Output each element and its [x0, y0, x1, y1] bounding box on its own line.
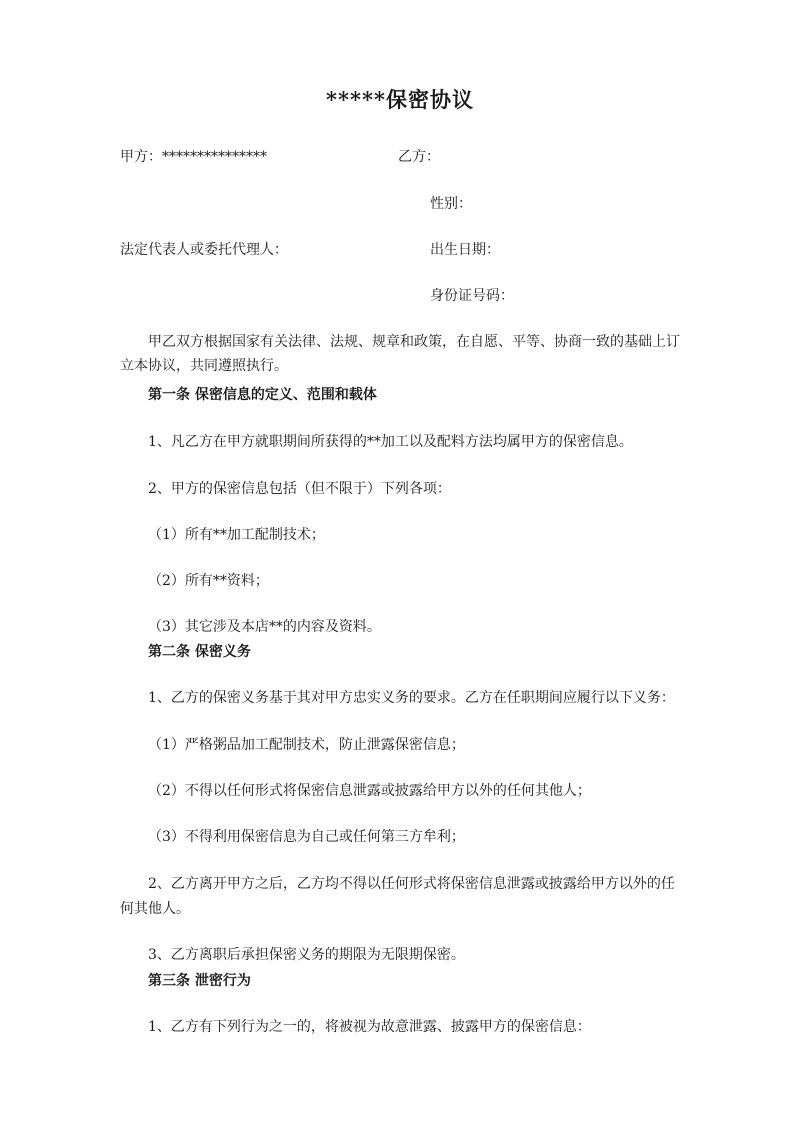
article-2-heading: 第二条 保密义务: [148, 644, 251, 660]
article-1-item-1: （1）所有**加工配制技术；: [148, 527, 325, 543]
article-3-heading: 第三条 泄密行为: [148, 973, 251, 989]
article-1-para-2: 2、甲方的保密信息包括（但不限于）下列各项：: [148, 481, 451, 497]
gender-line: 性别：: [430, 196, 472, 212]
party-b-line: 乙方：: [398, 149, 440, 165]
intro-line-1: 甲乙双方根据国家有关法律、法规、规章和政策，在自愿、平等、协商一致的基础上订: [148, 334, 680, 350]
article-3-para-1: 1、乙方有下列行为之一的，将被视为故意泄露、披露甲方的保密信息：: [148, 1019, 591, 1035]
article-2-para-2-line-1: 2、乙方离开甲方之后，乙方均不得以任何形式将保密信息泄露或披露给甲方以外的任: [148, 876, 675, 892]
document-title: *****保密协议: [326, 87, 474, 112]
id-number-line: 身份证号码：: [430, 288, 514, 304]
article-2-para-2-line-2: 何其他人。: [120, 901, 190, 917]
birth-date-line: 出生日期：: [430, 242, 500, 258]
article-2-item-2: （2）不得以任何形式将保密信息泄露或披露给甲方以外的任何其他人；: [148, 783, 591, 799]
article-1-item-2: （2）所有**资料；: [148, 573, 269, 589]
article-2-item-3: （3）不得利用保密信息为自己或任何第三方牟利；: [148, 829, 465, 845]
article-2-para-3: 3、乙方离职后承担保密义务的期限为无限期保密。: [148, 947, 465, 963]
article-1-heading: 第一条 保密信息的定义、范围和载体: [148, 387, 377, 403]
article-1-para-1: 1、凡乙方在甲方就职期间所获得的**加工以及配料方法均属甲方的保密信息。: [148, 434, 633, 450]
legal-rep-line: 法定代表人或委托代理人：: [120, 242, 288, 258]
article-2-para-1: 1、乙方的保密义务基于其对甲方忠实义务的要求。乙方在任职期间应履行以下义务：: [148, 690, 675, 706]
party-a-line: 甲方：***************: [120, 149, 267, 165]
article-1-item-3: （3）其它涉及本店**的内容及资料。: [148, 619, 381, 635]
intro-line-2: 立本协议，共同遵照执行。: [120, 358, 288, 374]
article-2-item-1: （1）严格粥品加工配制技术，防止泄露保密信息；: [148, 737, 465, 753]
